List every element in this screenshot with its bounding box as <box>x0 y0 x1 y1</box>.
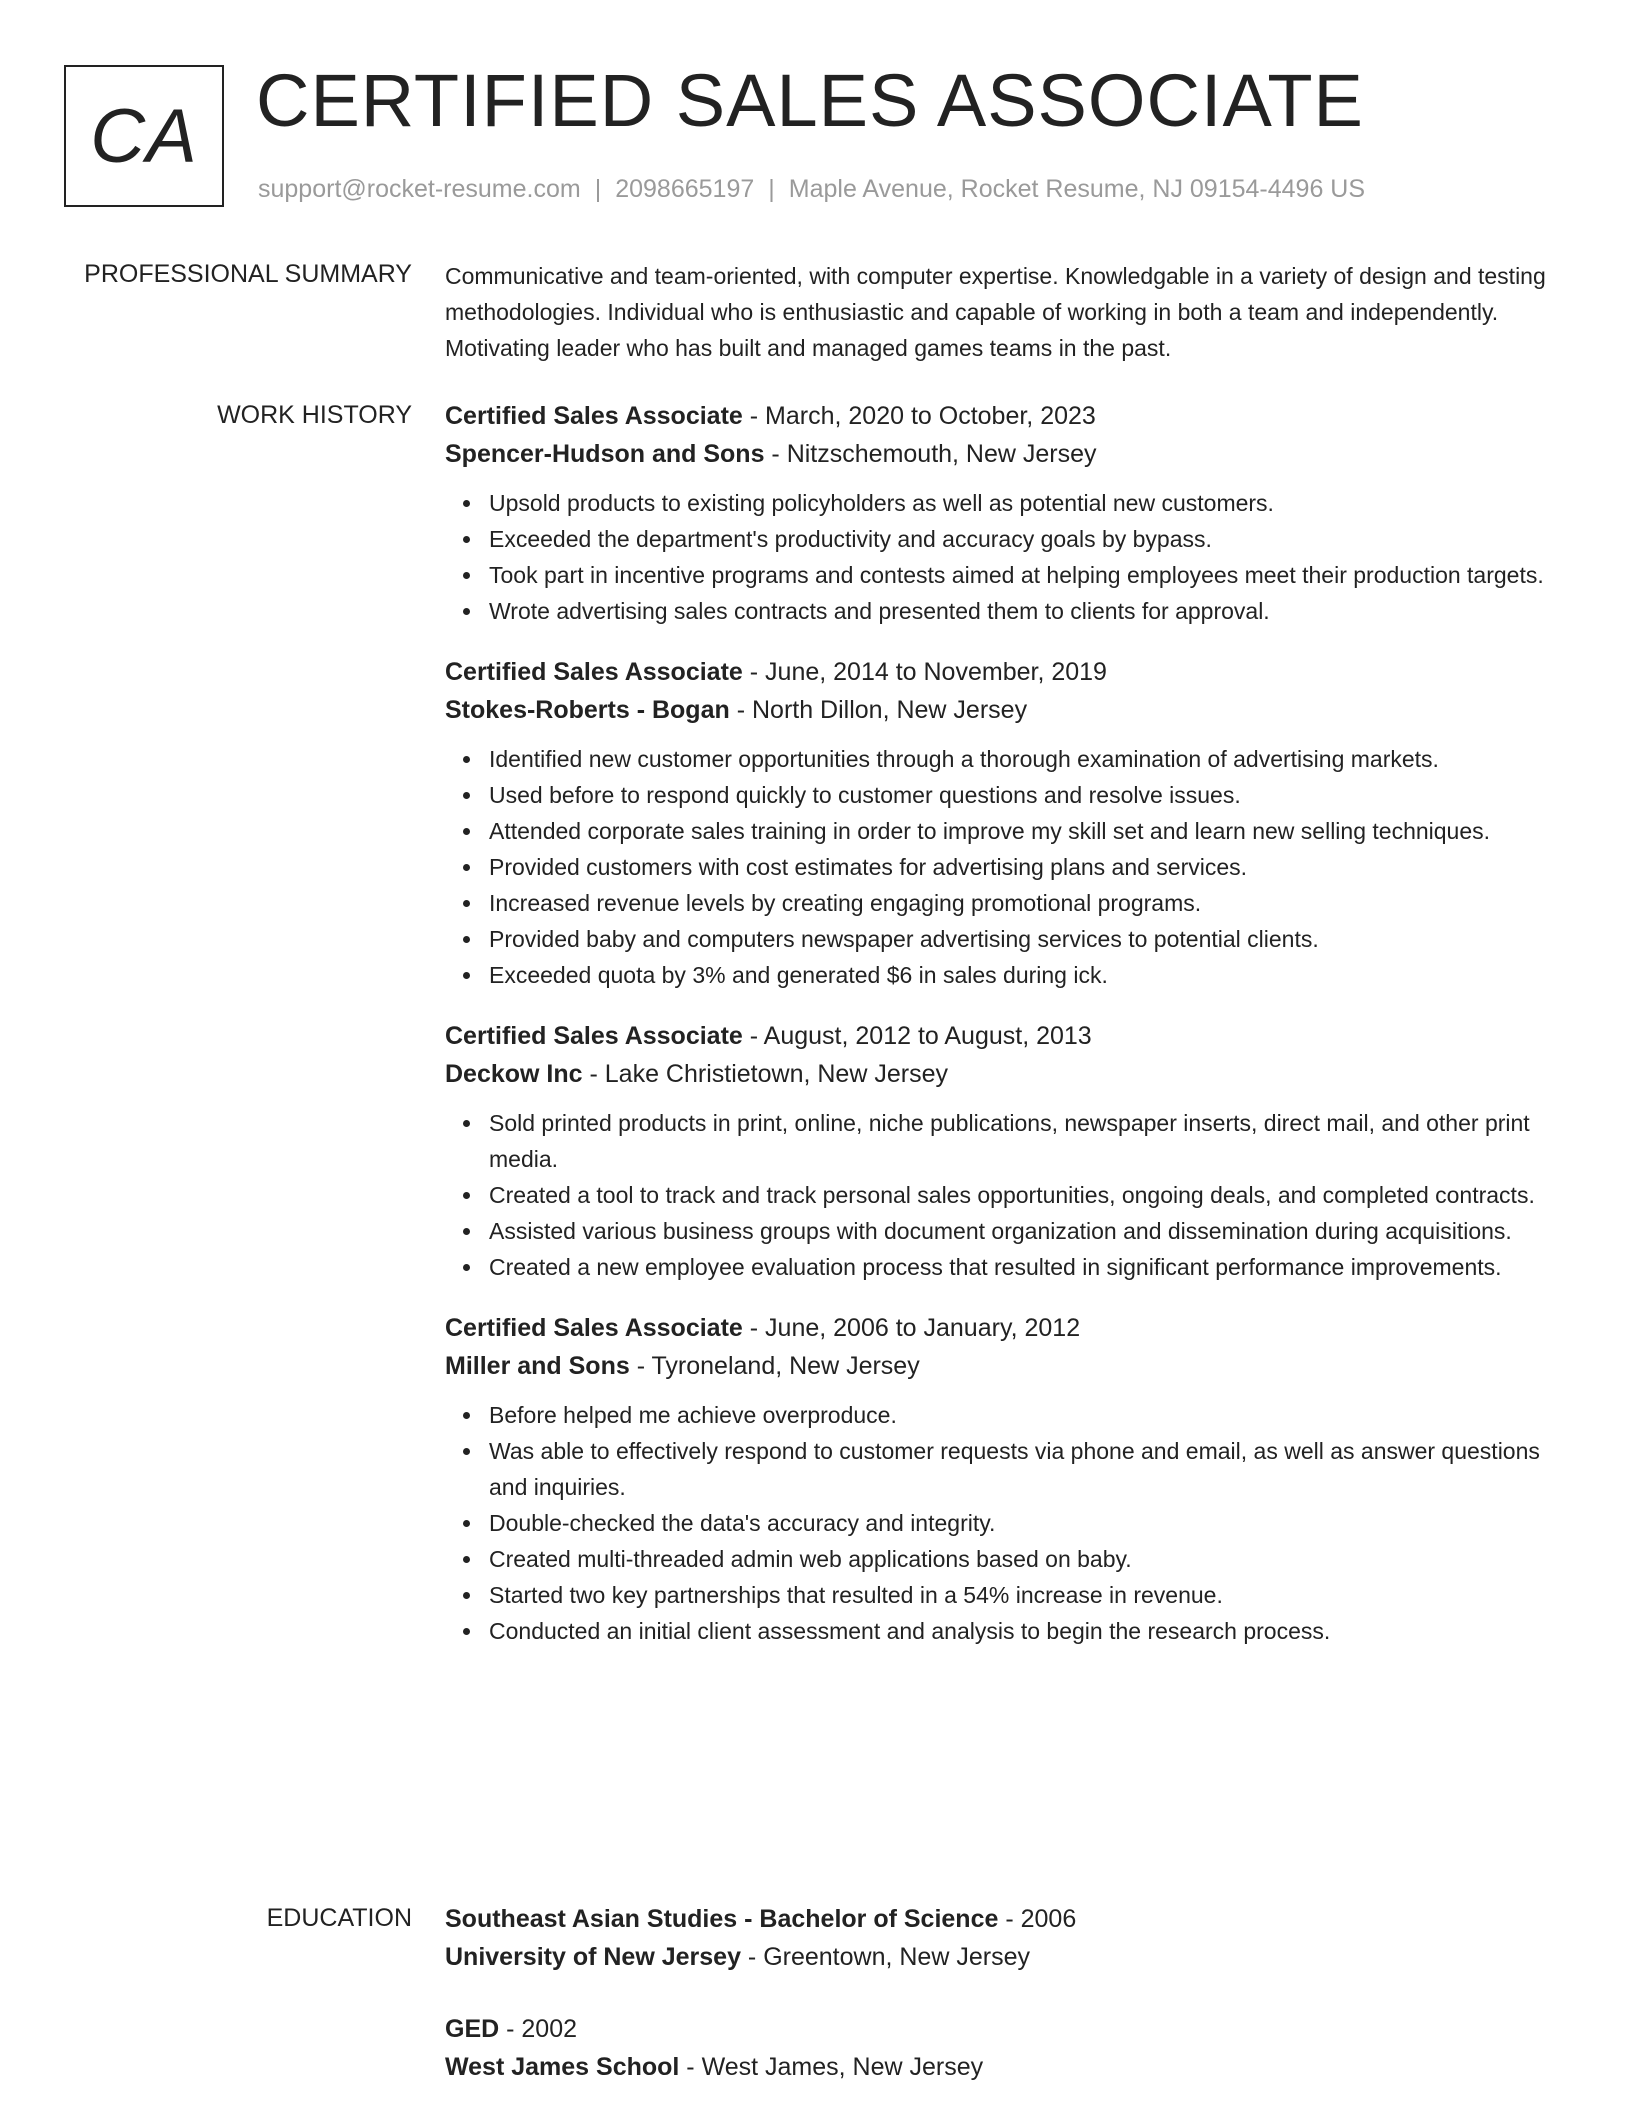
job-location: - Nitzschemouth, New Jersey <box>764 440 1097 468</box>
job-bullet: Started two key partnerships that resulted in a 54% increase in revenue. <box>489 1577 1565 1613</box>
education-entry <box>445 1900 1565 1976</box>
contact-address: Maple Avenue, Rocket Resume, NJ 09154-4496 US <box>788 175 1366 203</box>
job-title: Certified Sales Associate <box>445 1022 743 1050</box>
job-dates: - June, 2006 to January, 2012 <box>742 1314 1081 1342</box>
education-school: University of New Jersey <box>445 1943 741 1971</box>
summary-body <box>445 258 1565 366</box>
job-bullets <box>445 741 1565 993</box>
job-bullets <box>445 485 1565 629</box>
job-location: - Lake Christietown, New Jersey <box>582 1060 948 1088</box>
job-bullet: Used before to respond quickly to customer questions and resolve issues. <box>489 777 1565 813</box>
contact-line <box>258 175 1365 204</box>
education-degree: GED <box>445 2015 500 2043</box>
job-entry <box>445 397 1565 629</box>
job-bullet: Assisted various business groups with document organization and dissemination during acquisitions. <box>489 1213 1565 1249</box>
job-bullets <box>445 1105 1565 1285</box>
section-label-work-history: WORK HISTORY <box>217 401 412 429</box>
resume-title: CERTIFIED SALES ASSOCIATE <box>256 59 1364 142</box>
contact-email[interactable]: support@rocket-resume.com <box>258 175 581 203</box>
job-dates: - June, 2014 to November, 2019 <box>742 658 1107 686</box>
job-bullet: Created a new employee evaluation process that resulted in significant performance improvements. <box>489 1249 1565 1285</box>
job-location: - North Dillon, New Jersey <box>729 696 1028 724</box>
job-title-line <box>445 1017 1565 1055</box>
job-company-line <box>445 1347 1565 1385</box>
education-year: - 2006 <box>998 1905 1077 1933</box>
job-title: Certified Sales Associate <box>445 658 743 686</box>
job-title: Certified Sales Associate <box>445 402 743 430</box>
contact-separator: | <box>768 175 775 203</box>
job-title-line <box>445 653 1565 691</box>
section-label-education: EDUCATION <box>266 1904 412 1932</box>
job-company: Miller and Sons <box>445 1352 630 1380</box>
job-bullet: Upsold products to existing policyholders as well as potential new customers. <box>489 485 1565 521</box>
job-dates: - August, 2012 to August, 2013 <box>742 1022 1092 1050</box>
job-bullet: Provided customers with cost estimates for advertising plans and services. <box>489 849 1565 885</box>
job-bullet: Conducted an initial client assessment and analysis to begin the research process. <box>489 1613 1565 1649</box>
job-entry <box>445 653 1565 993</box>
education-degree-line <box>445 1900 1565 1938</box>
contact-separator: | <box>594 175 602 203</box>
job-bullets <box>445 1397 1565 1649</box>
job-bullet: Was able to effectively respond to customer requests via phone and email, as well as answer questions and inquiries. <box>489 1433 1565 1505</box>
education-location: - West James, New Jersey <box>679 2053 984 2081</box>
job-company: Deckow Inc <box>445 1060 583 1088</box>
education-degree-line <box>445 2010 1565 2048</box>
education-degree: Southeast Asian Studies - Bachelor of Science <box>445 1905 999 1933</box>
job-location: - Tyroneland, New Jersey <box>629 1352 920 1380</box>
education-school-line <box>445 2048 1565 2086</box>
job-bullet: Took part in incentive programs and contests aimed at helping employees meet their production targets. <box>489 557 1565 593</box>
job-company-line <box>445 1055 1565 1093</box>
education-school-line <box>445 1938 1565 1976</box>
job-bullet: Before helped me achieve overproduce. <box>489 1397 1565 1433</box>
job-company: Stokes-Roberts - Bogan <box>445 696 730 724</box>
job-company-line <box>445 691 1565 729</box>
job-bullet: Exceeded the department's productivity and accuracy goals by bypass. <box>489 521 1565 557</box>
job-dates: - March, 2020 to October, 2023 <box>742 402 1096 430</box>
job-bullet: Created a tool to track and track personal sales opportunities, ongoing deals, and completed contracts. <box>489 1177 1565 1213</box>
job-title-line <box>445 1309 1565 1347</box>
job-bullet: Identified new customer opportunities through a thorough examination of advertising markets. <box>489 741 1565 777</box>
education-entry <box>445 2010 1565 2086</box>
job-entry <box>445 1017 1565 1285</box>
initials-monogram: CA <box>64 65 224 207</box>
job-bullet: Provided baby and computers newspaper advertising services to potential clients. <box>489 921 1565 957</box>
contact-phone[interactable]: 2098665197 <box>615 175 755 203</box>
job-bullet: Double-checked the data's accuracy and integrity. <box>489 1505 1565 1541</box>
job-entry <box>445 1309 1565 1649</box>
education-body <box>445 1900 1565 2120</box>
education-location: - Greentown, New Jersey <box>740 1943 1030 1971</box>
section-label-summary: PROFESSIONAL SUMMARY <box>84 260 412 288</box>
job-company: Spencer-Hudson and Sons <box>445 440 765 468</box>
job-bullet: Created multi-threaded admin web applications based on baby. <box>489 1541 1565 1577</box>
job-bullet: Increased revenue levels by creating engaging promotional programs. <box>489 885 1565 921</box>
job-title: Certified Sales Associate <box>445 1314 743 1342</box>
job-bullet: Exceeded quota by 3% and generated $6 in sales during ick. <box>489 957 1565 993</box>
work-history-body <box>445 397 1565 1673</box>
job-bullet: Attended corporate sales training in order to improve my skill set and learn new selling techniques. <box>489 813 1565 849</box>
education-school: West James School <box>445 2053 680 2081</box>
education-year: - 2002 <box>499 2015 578 2043</box>
job-bullet: Wrote advertising sales contracts and presented them to clients for approval. <box>489 593 1565 629</box>
job-company-line <box>445 435 1565 473</box>
job-title-line <box>445 397 1565 435</box>
summary-text: Communicative and team-oriented, with computer expertise. Knowledgable in a variety of design and testing methodologies. Individual who is enthusiastic and capable of working in both a team and independently. Motivating leader who has built and managed games teams in the past. <box>445 263 1546 361</box>
job-bullet: Sold printed products in print, online, niche publications, newspaper inserts, direct mail, and other print media. <box>489 1105 1565 1177</box>
